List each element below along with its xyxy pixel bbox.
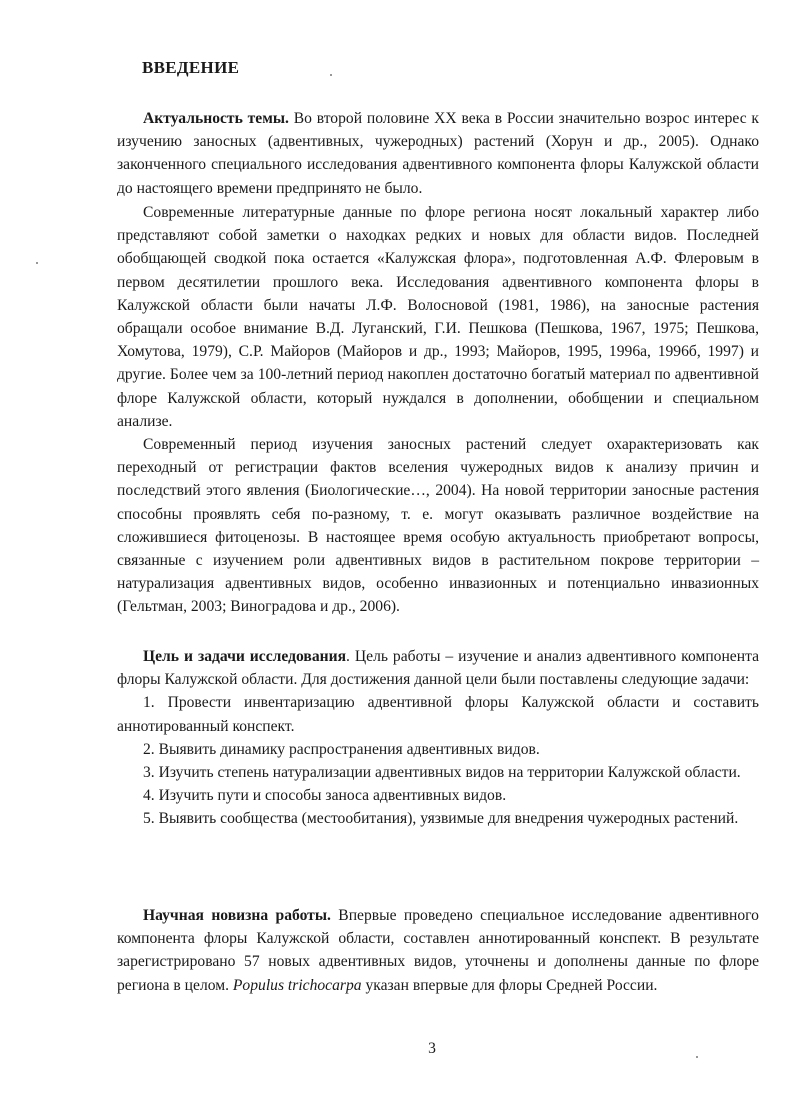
task-item: 3. Изучить степень натурализации адвентивных видов на территории Калужской области.	[143, 764, 741, 782]
novelty-text-end: указан впервые для флоры Средней России.	[361, 976, 658, 994]
novelty-title: Научная новизна работы.	[143, 907, 331, 924]
novelty-text: Впервые проведено специальное исследование адвентивного компонента флоры Калужской области, составлен аннотированный конспект. В результате зарегистрировано 57 новых адвентивных видов, уточнены и дополнены данные по флоре региона в целом.	[117, 907, 759, 994]
relevance-paragraph-1	[117, 107, 759, 200]
scan-speck	[696, 1056, 698, 1058]
scan-speck	[36, 262, 38, 264]
goals-title: Цель и задачи исследования	[143, 648, 347, 665]
literature-paragraph: Современные литературные данные по флоре региона носят локальный характер либо представляют собой заметки о находках редких и новых для области видов. Последней обобщающей сводкой пока остается «Калужская флора», подготовленная А.Ф. Флеровым в первом десятилетии прошлого века. Исследования адвентивного компонента флоры в Калужской области были начаты Л.Ф. Волосновой (1981, 1986), на заносные растения обращали особое внимание В.Д. Луганский, Г.И. Пешкова (Пешкова, 1967, 1975; Пешкова, Хомутова, 1979), С.Р. Майоров (Майоров и др., 1993; Майоров, 1995, 1996а, 1996б, 1997) и другие. Более чем за 100-летний период накоплен достаточно богатый материал по адвентивной флоре Калужской области, который нуждался в дополнении, обобщении и специальном анализе.	[117, 204, 759, 430]
relevance-paragraph-2	[117, 201, 759, 433]
current-period-paragraph: Современный период изучения заносных растений следует охарактеризовать как переходный от регистрации фактов вселения чужеродных видов к анализу причин и последствий этого явления (Биологические…, 2004). На новой территории заносные растения способны проявлять себя по-разному, т. е. могут оказывать различное воздействие на сложившиеся фитоценозы. В настоящее время особую актуальность приобретают вопросы, связанные с изучением роли адвентивных видов в растительном покрове территории – натурализация адвентивных видов, особенно инвазионных и потенциально инвазионных (Гельтман, 2003; Виноградова и др., 2006).	[117, 436, 759, 616]
novelty-section	[117, 904, 759, 997]
page-heading: ВВЕДЕНИЕ	[142, 58, 240, 77]
goals-intro: . Цель работы – изучение и анализ адвентивного компонента флоры Калужской области. Для достижения данной цели были поставлены следующие задачи:	[117, 648, 760, 689]
goals-section	[117, 645, 759, 831]
task-item: 4. Изучить пути и способы заноса адвентивных видов.	[143, 787, 507, 805]
species-name: Populus trichocarpa	[232, 976, 362, 994]
relevance-text: Во второй половине XX века в России значительно возрос интерес к изучению заносных (адвентивных, чужеродных) растений (Хорун и др., 2005). Однако законченного специального исследования адвентивного компонента флоры Калужской области до настоящего времени предпринято не было.	[117, 110, 759, 197]
relevance-title: Актуальность темы.	[143, 110, 289, 127]
task-item: 5. Выявить сообщества (местообитания), уязвимые для внедрения чужеродных растений.	[143, 810, 739, 828]
scan-speck	[330, 74, 332, 76]
page-number: 3	[428, 1040, 436, 1057]
task-item: 2. Выявить динамику распространения адвентивных видов.	[143, 740, 540, 758]
relevance-paragraph-3	[117, 433, 759, 619]
task-item: 1. Провести инвентаризацию адвентивной флоры Калужской области и составить аннотированный конспект.	[117, 694, 759, 735]
